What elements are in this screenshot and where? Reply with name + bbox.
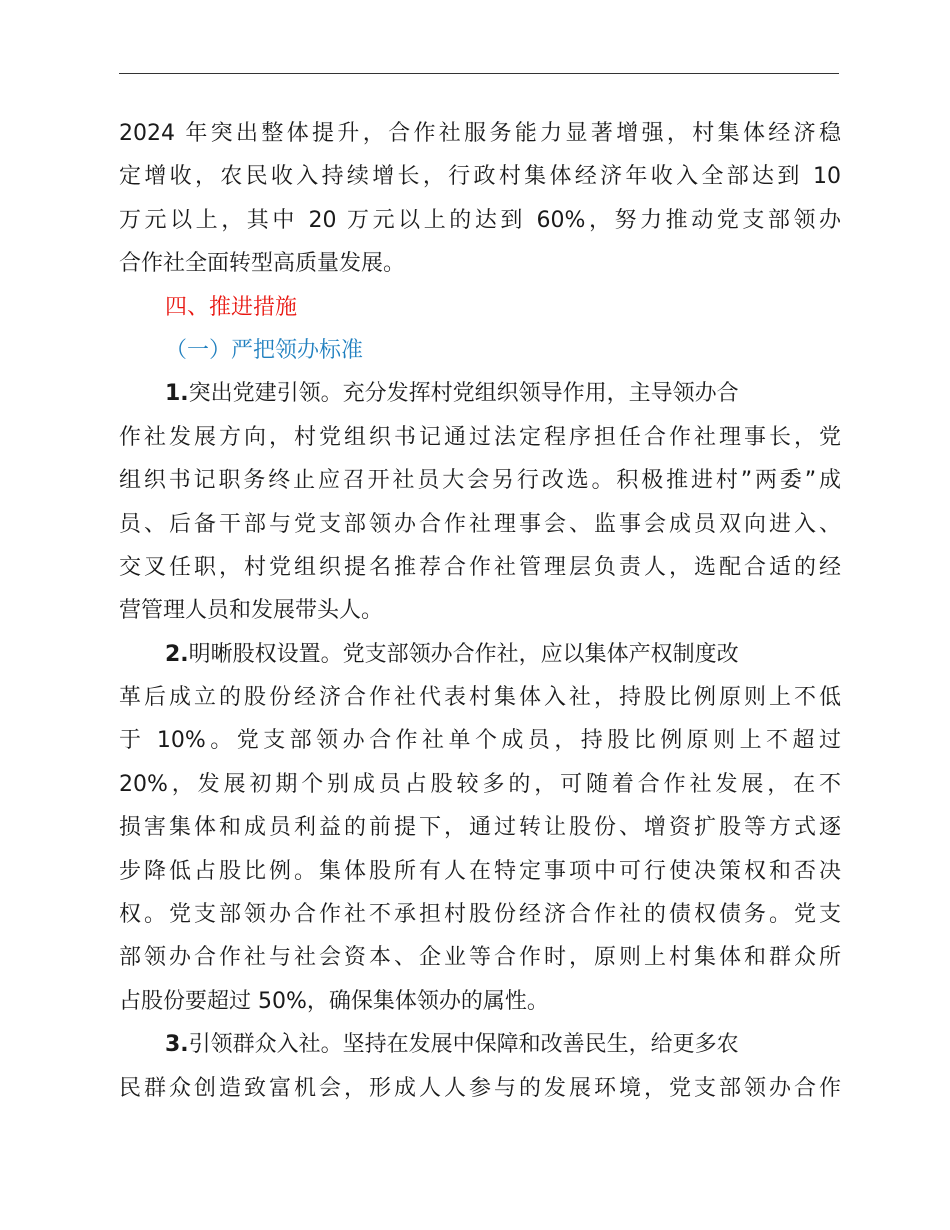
text-line: 万元以上，其中 20 万元以上的达到 60%，努力推动党支部领办 [119,207,841,233]
text-line: 权。党支部领办合作社不承担村股份经济合作社的债权债务。党支 [119,902,841,928]
text-line: 损害集体和成员利益的前提下，通过转让股份、增资扩股等方式逐 [119,815,841,841]
document-body [119,112,841,1110]
text-line [119,372,841,415]
text-line: 20%，发展初期个别成员占股较多的，可随着合作社发展，在不 [119,771,841,797]
text-line: 部领办合作社与社会资本、企业等合作时，原则上村集体和群众所 [119,945,841,971]
item-number: 2. [165,641,189,667]
text-line: 2024 年突出整体提升，合作社服务能力显著增强，村集体经济稳 [119,121,841,146]
text-line: 占股份要超过 50%，确保集体领办的属性。 [119,988,549,1014]
section-heading: 四、推进措施 [165,294,298,320]
text-line: 民群众创造致富机会，形成人人参与的发展环境，党支部领办合作 [119,1075,841,1101]
text-line [119,633,841,676]
item-number: 3. [165,1032,189,1058]
text-line [119,1023,841,1066]
text-line: 作社发展方向，村党组织书记通过法定程序担任合作社理事长，党 [119,424,841,450]
text-line: 员、后备干部与党支部领办合作社理事会、监事会成员双向进入、 [119,511,841,537]
subsection-heading: （一）严把领办标准 [165,337,364,363]
item-2-paragraph [119,633,841,1024]
text-line: 革后成立的股份经济合作社代表村集体入社，持股比例原则上不低 [119,685,841,711]
item-1-paragraph [119,372,841,632]
intro-paragraph [119,112,841,286]
text-line: 于 10%。党支部领办合作社单个成员，持股比例原则上不超过 [119,728,841,754]
text-line: 步降低占股比例。集体股所有人在特定事项中可行使决策权和否决 [119,858,841,884]
item-3-paragraph [119,1023,841,1110]
item-lead-text: 突出党建引领。充分发挥村党组织领导作用，主导领办合 [188,381,739,407]
item-lead-text: 明晰股权设置。党支部领办合作社，应以集体产权制度改 [188,641,739,667]
text-line: 营管理人员和发展带头人。 [119,598,384,624]
text-line: 组织书记职务终止应召开社员大会另行改选。积极推进村”两委”成 [119,468,841,494]
text-line: 定增收，农民收入持续增长，行政村集体经济年收入全部达到 10 [119,164,841,190]
item-number: 1. [165,381,189,407]
text-line: 交叉任职，村党组织提名推荐合作社管理层负责人，选配合适的经 [119,554,841,580]
item-lead-text: 引领群众入社。坚持在发展中保障和改善民生，给更多农 [188,1032,739,1058]
text-line: 合作社全面转型高质量发展。 [119,251,406,277]
header-rule [119,73,839,74]
